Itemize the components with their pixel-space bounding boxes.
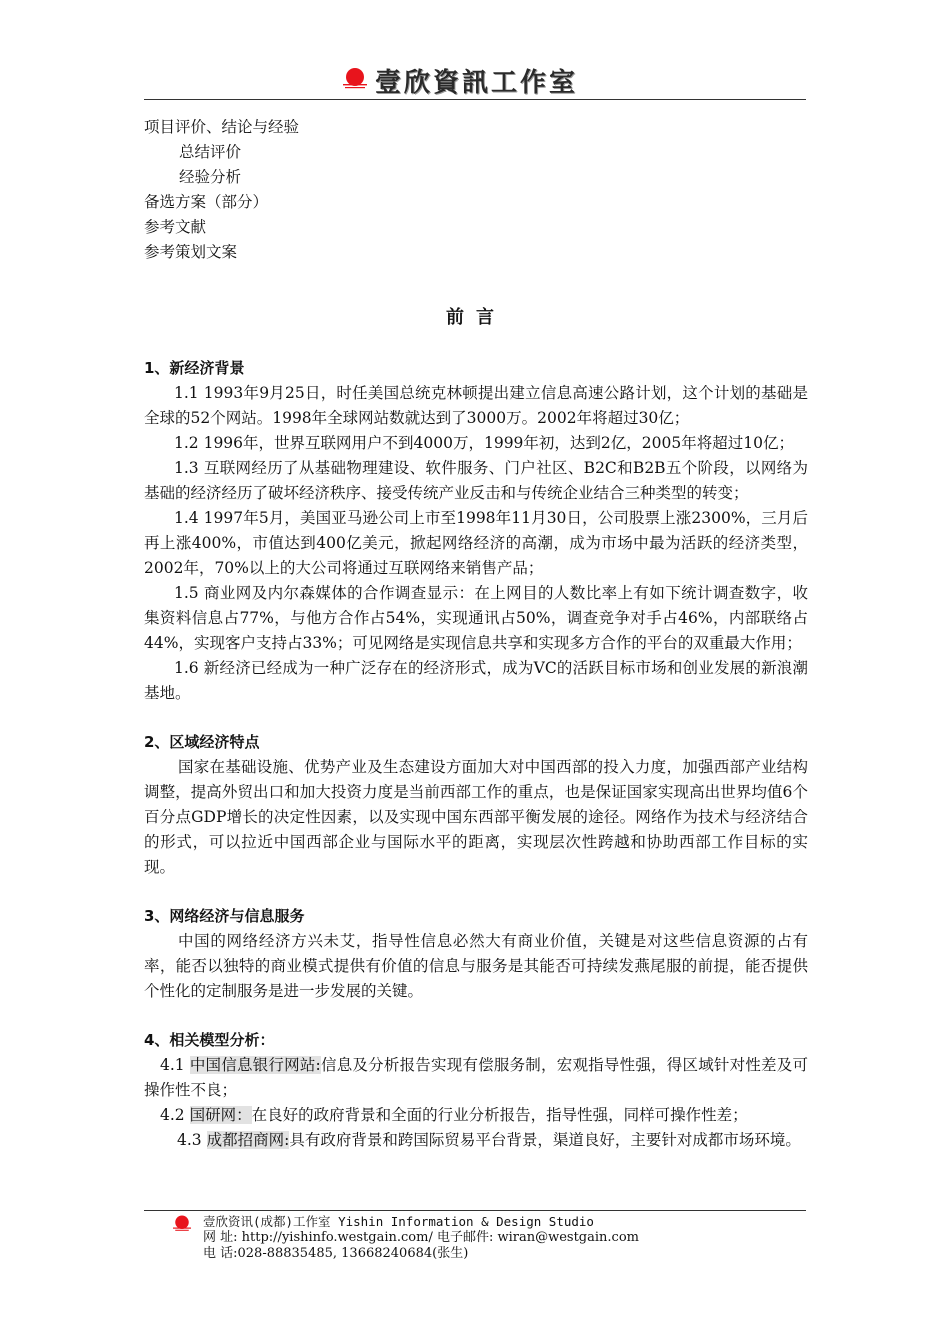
footer-phone-line: [203, 1246, 639, 1262]
paragraph: 1.1 1993年9月25日，时任美国总统克林顿提出建立信息高速公路计划，这个计划的基础是全球的52个网站。1998年全球网站数就达到了3000万。2002年将超过30亿；: [144, 384, 808, 427]
header-divider: [144, 99, 806, 100]
footer-studio-name: 壹欣资讯(成都)工作室 Yishin Information & Design Studio: [203, 1214, 594, 1229]
toc-item: 总结评价: [179, 143, 242, 161]
paragraph: 1.6 新经济已经成为一种广泛存在的经济形式，成为VC的活跃目标市场和创业发展的新浪潮基地。: [144, 659, 808, 702]
studio-logo-text: 壹欣資訊工作室: [375, 68, 579, 98]
model-description: 信息及分析报告实现有偿服务制，宏观指导性强，得区域针对性差及可操作性不良；: [144, 1056, 808, 1099]
model-name-highlight: 国研网：: [189, 1106, 252, 1124]
footer-website-line: [203, 1230, 639, 1246]
paragraph: 国家在基础设施、优势产业及生态建设方面加大对中国西部的投入力度，加强西部产业结构调整，提高外贸出口和加大投资力度是当前西部工作的重点，也是保证国家实现高出世界均值6个百分点GDP增长的决定性因素，以及实现中国东西部平衡发展的途径。网络作为技术与经济结合的形式，可以拉近中国西部企业与国际水平的距离，实现层次性跨越和协助西部工作目标的实现。: [144, 758, 808, 876]
section-heading: 3、网络经济与信息服务: [144, 907, 305, 925]
page-header: [0, 62, 950, 98]
section-heading: 1、新经济背景: [144, 359, 245, 377]
footer-website[interactable]: http://yishinfo.westgain.com/ 电子邮件: wiran@westgain.com: [241, 1230, 639, 1245]
paragraph: 1.3 互联网经历了从基础物理建设、软件服务、门户社区、B2C和B2B五个阶段，以网络为基础的经济经历了破坏经济秩序、接受传统产业反击和与传统企业结合三种类型的转变；: [144, 459, 808, 502]
document-body: [144, 115, 808, 1153]
section-heading: 2、区域经济特点: [144, 733, 260, 751]
footer-phone: 028-88835485, 13668240684(张生): [237, 1246, 469, 1261]
footer-divider: [144, 1210, 806, 1211]
footer-label: 网 址:: [203, 1230, 238, 1245]
model-item: [144, 1053, 808, 1103]
paragraph: 中国的网络经济方兴未艾，指导性信息必然大有商业价值，关键是对这些信息资源的占有率，能否以独特的商业模式提供有价值的信息与服务是其能否可持续发燕尾服的前提，能否提供个性化的定制服务是进一步发展的关键。: [144, 932, 808, 1000]
toc-item: 备选方案（部分）: [144, 193, 269, 211]
model-number: 4.2: [160, 1106, 185, 1124]
model-number: 4.3: [177, 1131, 202, 1149]
toc-item: 参考文献: [144, 218, 207, 236]
model-description: 具有政府背景和跨国际贸易平台背景，渠道良好，主要针对成都市场环境。: [289, 1131, 801, 1149]
model-item: [144, 1128, 808, 1153]
model-description: 在良好的政府背景和全面的行业分析报告，指导性强，同样可操作性差；: [251, 1106, 748, 1124]
toc-item: 经验分析: [179, 168, 242, 186]
model-name-highlight: 中国信息银行网站:: [189, 1056, 321, 1074]
model-name-highlight: 成都招商网:: [206, 1131, 290, 1149]
paragraph: 1.2 1996年，世界互联网用户不到4000万，1999年初，达到2亿，2005年将超过10亿；: [174, 434, 794, 452]
model-item: [144, 1103, 808, 1128]
table-of-contents: [144, 115, 808, 265]
red-sun-icon: [343, 66, 367, 90]
red-sun-icon: [173, 1214, 191, 1232]
model-number: 4.1: [160, 1056, 185, 1074]
section-heading: 4、相关模型分析：: [144, 1031, 275, 1049]
toc-item: 参考策划文案: [144, 243, 238, 261]
page-title: 前言: [446, 307, 506, 328]
footer-label: 电 话:: [203, 1246, 238, 1261]
paragraph: 1.5 商业网及内尔森媒体的合作调查显示：在上网目的人数比率上有如下统计调查数字，收集资料信息占77%，与他方合作占54%，实现通讯占50%，调查竞争对手占46%，内部联络占44%，实现客户支持占33%；可见网络是实现信息共享和实现多方合作的平台的双重最大作用；: [144, 584, 808, 652]
toc-item: 项目评价、结论与经验: [144, 118, 300, 136]
paragraph: 1.4 1997年5月，美国亚马逊公司上市至1998年11月30日，公司股票上涨2300%，三月后再上涨400%，市值达到400亿美元，掀起网络经济的高潮，成为市场中最为活跃的经济类型，2002年，70%以上的大公司将通过互联网络来销售产品；: [144, 509, 808, 577]
